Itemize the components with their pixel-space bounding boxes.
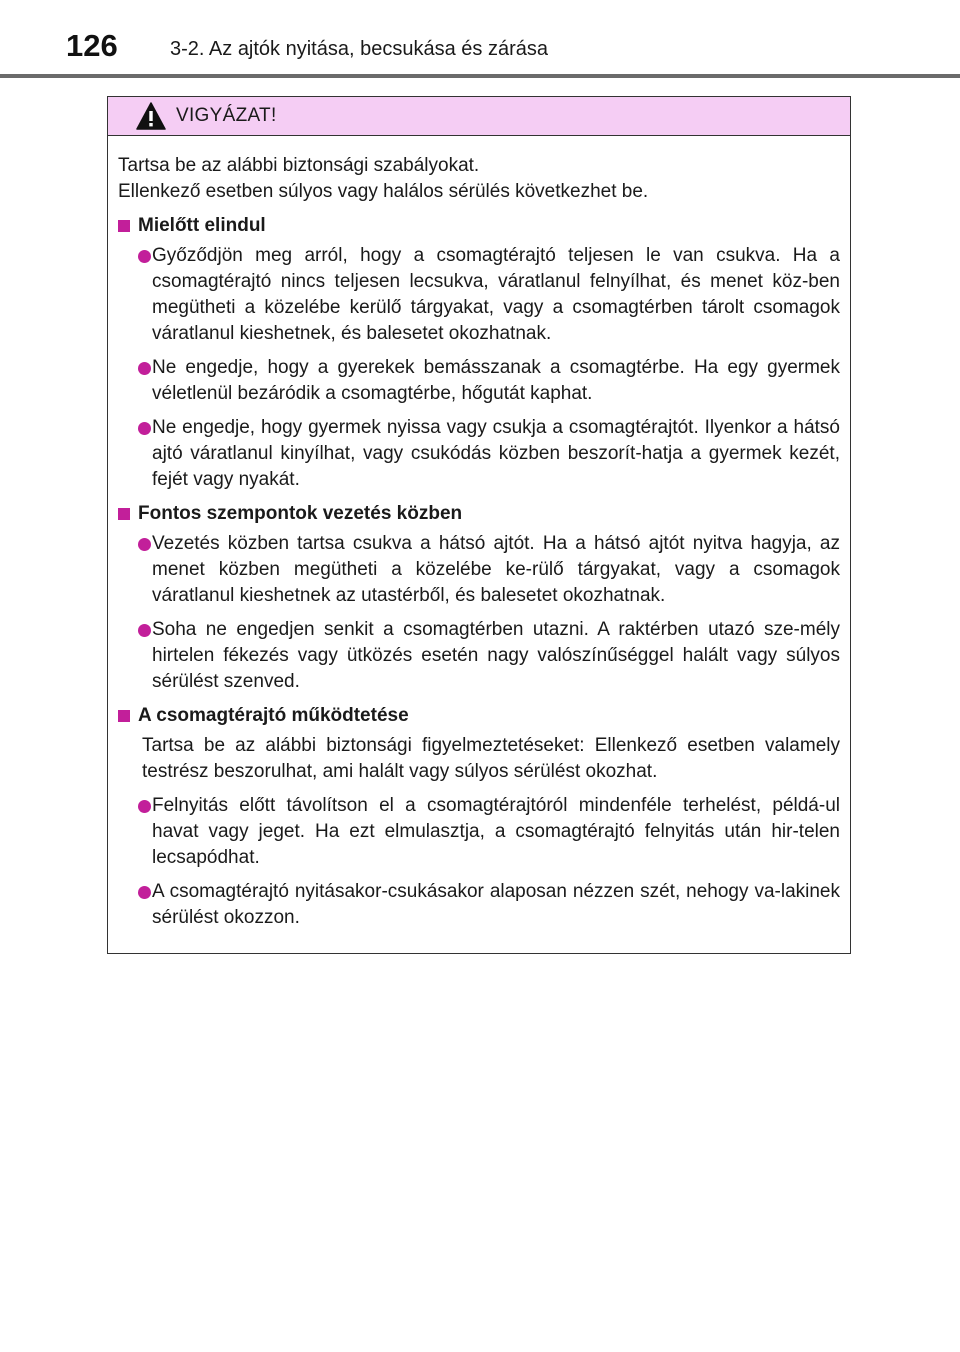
section-intro: Tartsa be az alábbi biztonsági figyelmeztetéseket: Ellenkező esetben valamely testrész beszorulhat, ami halált vagy súlyos sérülést okozhat. <box>142 735 840 782</box>
warning-intro <box>118 153 840 205</box>
list-item-text: Ne engedje, hogy a gyerekek bemásszanak a csomagtérbe. Ha egy gyermek véletlenül bezáródik a csomagtérbe, hőgutát kaphat. <box>152 357 840 404</box>
list-item-text: Soha ne engedjen senkit a csomagtérben utazni. A raktérben utazó sze-mély hirtelen fékezés vagy ütközés esetén nagy valószínűséggel halált vagy súlyos sérülést szenved. <box>152 619 840 692</box>
list-item-text: Vezetés közben tartsa csukva a hátsó ajtót. Ha a hátsó ajtót nyitva hagyja, az menet közben megütheti a közelébe ke-rülő tárgyakat, vagy a csomagok váratlanul kieshetnek az utastérből, és balesetet okozhatnak. <box>152 533 840 606</box>
list-item <box>118 793 840 871</box>
circle-bullet-icon <box>138 800 151 813</box>
section-title-text: Fontos szempontok vezetés közben <box>138 503 463 524</box>
warning-label: VIGYÁZAT! <box>176 105 277 126</box>
list-item-text: Felnyitás előtt távolítson el a csomagtérajtóról mindenféle terhelést, példá-ul havat vagy jeget. Ha ezt elmulasztja, a csomagtérajtó felnyitás után hir-telen lecsapódhat. <box>152 795 840 868</box>
list-item <box>118 879 840 931</box>
circle-bullet-icon <box>138 422 151 435</box>
section-title-text: Mielőtt elindul <box>138 215 266 236</box>
list-item-text: Győződjön meg arról, hogy a csomagtérajtó teljesen le van csukva. Ha a csomagtérajtó nincs teljesen lecsukva, váratlanul felnyílhat, és menet köz-ben megütheti a közelébe kerülő tárgyakat, vagy a csomagtérben tárolt csomagok váratlanul kieshetnek, és balesetet okozhatnak. <box>152 245 840 344</box>
page-number: 126 <box>66 28 118 63</box>
circle-bullet-icon <box>138 624 151 637</box>
section-title-text: A csomagtérajtó működtetése <box>138 705 409 726</box>
square-icon <box>118 710 130 722</box>
warning-intro-line: Tartsa be az alábbi biztonsági szabályokat. <box>118 155 480 176</box>
warning-header <box>108 97 850 136</box>
warning-box <box>107 96 851 954</box>
circle-bullet-icon <box>138 886 151 899</box>
square-icon <box>118 220 130 232</box>
circle-bullet-icon <box>138 250 151 263</box>
warning-triangle-icon <box>136 102 166 130</box>
warning-content <box>118 153 840 939</box>
section-title <box>118 213 840 239</box>
list-item <box>118 243 840 347</box>
section-title <box>118 501 840 527</box>
warning-intro-line: Ellenkező esetben súlyos vagy halálos sérülés következhet be. <box>118 181 649 202</box>
square-icon <box>118 508 130 520</box>
section-title <box>118 703 840 729</box>
circle-bullet-icon <box>138 538 151 551</box>
header-divider <box>0 74 960 78</box>
list-item-text: A csomagtérajtó nyitásakor-csukásakor alaposan nézzen szét, nehogy va-lakinek sérülést okozzon. <box>152 881 840 928</box>
chapter-title: 3-2. Az ajtók nyitása, becsukása és zárása <box>170 38 548 60</box>
list-item-text: Ne engedje, hogy gyermek nyissa vagy csukja a csomagtérajtót. Ilyenkor a hátsó ajtó váratlanul kinyílhat, vagy csukódás közben beszorít-hatja a gyermek kezét, fejét vagy nyakát. <box>152 417 840 490</box>
list-item <box>118 355 840 407</box>
list-item <box>118 531 840 609</box>
list-item <box>118 617 840 695</box>
list-item <box>118 415 840 493</box>
circle-bullet-icon <box>138 362 151 375</box>
